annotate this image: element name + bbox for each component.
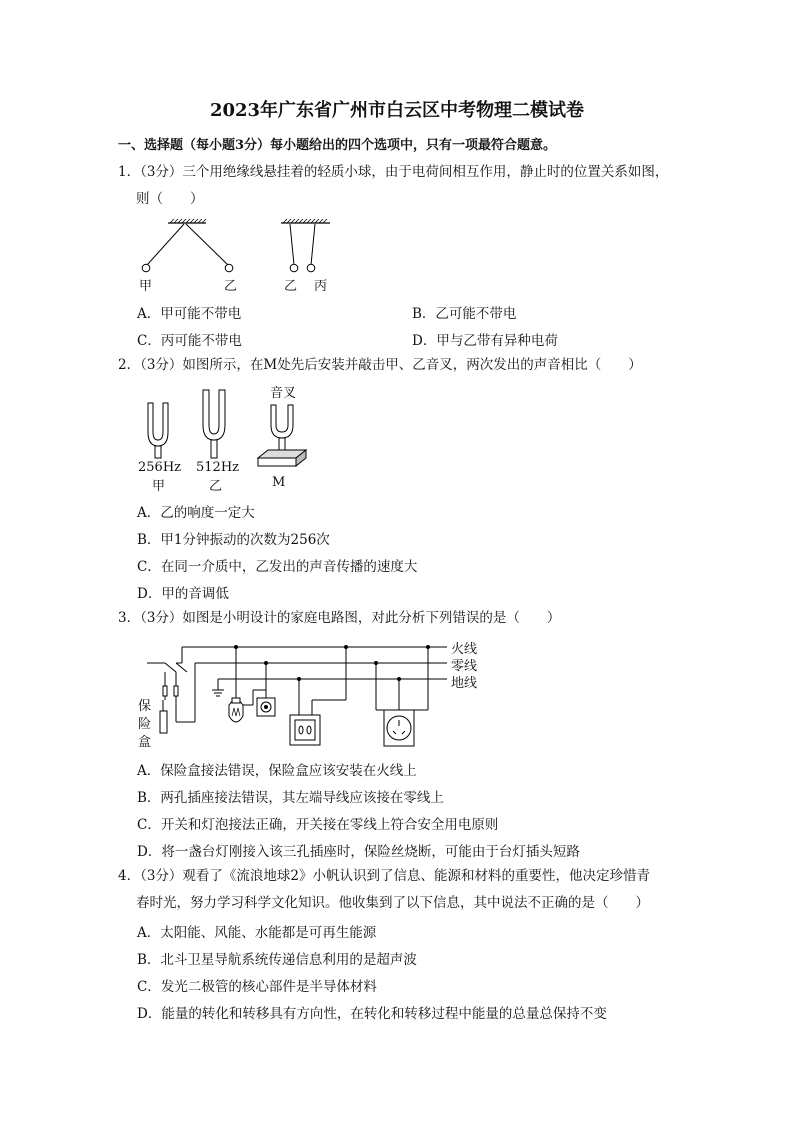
q1-stem-line1: 1．（3分）三个用绝缘线悬挂着的轻质小球，由于电荷间相互作用，静止时的位置关系如图， (118, 164, 669, 180)
q3-fuse-label-3: 盒 (138, 735, 152, 750)
q2-freq-yi: 512Hz (196, 460, 239, 475)
q3-option-a: A．保险盒接法错误，保险盒应该安装在火线上 (137, 763, 417, 779)
q2-stem: 2．（3分）如图所示，在M处先后安装并敲击甲、乙音叉，两次发出的声音相比（ ） (118, 357, 642, 373)
q3-option-d: D．将一盏台灯刚接入该三孔插座时，保险丝烧断，可能由于台灯插头短路 (137, 844, 580, 860)
q1-option-d: D．甲与乙带有异种电荷 (412, 333, 558, 349)
q4-option-a: A．太阳能、风能、水能都是可再生能源 (137, 925, 377, 941)
q3-fuse-label-1: 保 (138, 699, 152, 714)
q3-option-b: B．两孔插座接法错误，其左端导线应该接在零线上 (137, 790, 444, 806)
q2-name-yi: 乙 (209, 479, 223, 494)
q1-option-c: C．丙可能不带电 (137, 333, 242, 349)
page-title: 2023年广东省广州市白云区中考物理二模试卷 (209, 100, 585, 121)
q3-ground-wire-label: 地线 (451, 676, 478, 691)
q1-label-bing: 丙 (314, 279, 328, 294)
q3-live-wire-label: 火线 (451, 642, 478, 657)
q4-option-d: D．能量的转化和转移具有方向性，在转化和转移过程中能量的总量总保持不变 (137, 1006, 607, 1022)
section-heading: 一、选择题（每小题3分）每小题给出的四个选项中，只有一项最符合题意。 (118, 138, 557, 153)
q2-option-b: B．甲1分钟振动的次数为256次 (137, 532, 330, 548)
q4-option-b: B．北斗卫星导航系统传递信息利用的是超声波 (137, 952, 417, 968)
q3-stem: 3．（3分）如图是小明设计的家庭电路图，对此分析下列错误的是（ ） (118, 610, 561, 626)
q4-stem-line2: 春时光，努力学习科学文化知识。他收集到了以下信息，其中说法不正确的是（ ） (136, 895, 649, 911)
q1-label-yi-right: 乙 (284, 279, 298, 294)
q3-fuse-label-2: 险 (138, 717, 152, 732)
q2-option-a: A．乙的响度一定大 (137, 505, 255, 521)
q4-option-c: C．发光二极管的核心部件是半导体材料 (137, 979, 377, 995)
q2-freq-jia: 256Hz (138, 460, 181, 475)
q2-option-c: C．在同一介质中，乙发出的声音传播的速度大 (137, 559, 418, 575)
q3-neutral-wire-label: 零线 (451, 659, 478, 674)
q2-option-d: D．甲的音调低 (137, 586, 229, 602)
q1-option-b: B．乙可能不带电 (412, 306, 517, 322)
q2-name-jia: 甲 (152, 479, 166, 494)
q2-fork-label: 音叉 (270, 386, 297, 401)
q1-label-jia: 甲 (139, 279, 153, 294)
q1-stem-line2: 则（ ） (136, 191, 204, 207)
q4-stem-line1: 4．（3分）观看了《流浪地球2》小帆认识到了信息、能源和材料的重要性，他决定珍惜青 (118, 868, 651, 884)
q1-label-yi-left: 乙 (224, 279, 238, 294)
q3-option-c: C．开关和灯泡接法正确，开关接在零线上符合安全用电原则 (137, 817, 499, 833)
q1-option-a: A．甲可能不带电 (137, 306, 242, 322)
q2-label-m: M (272, 475, 286, 490)
